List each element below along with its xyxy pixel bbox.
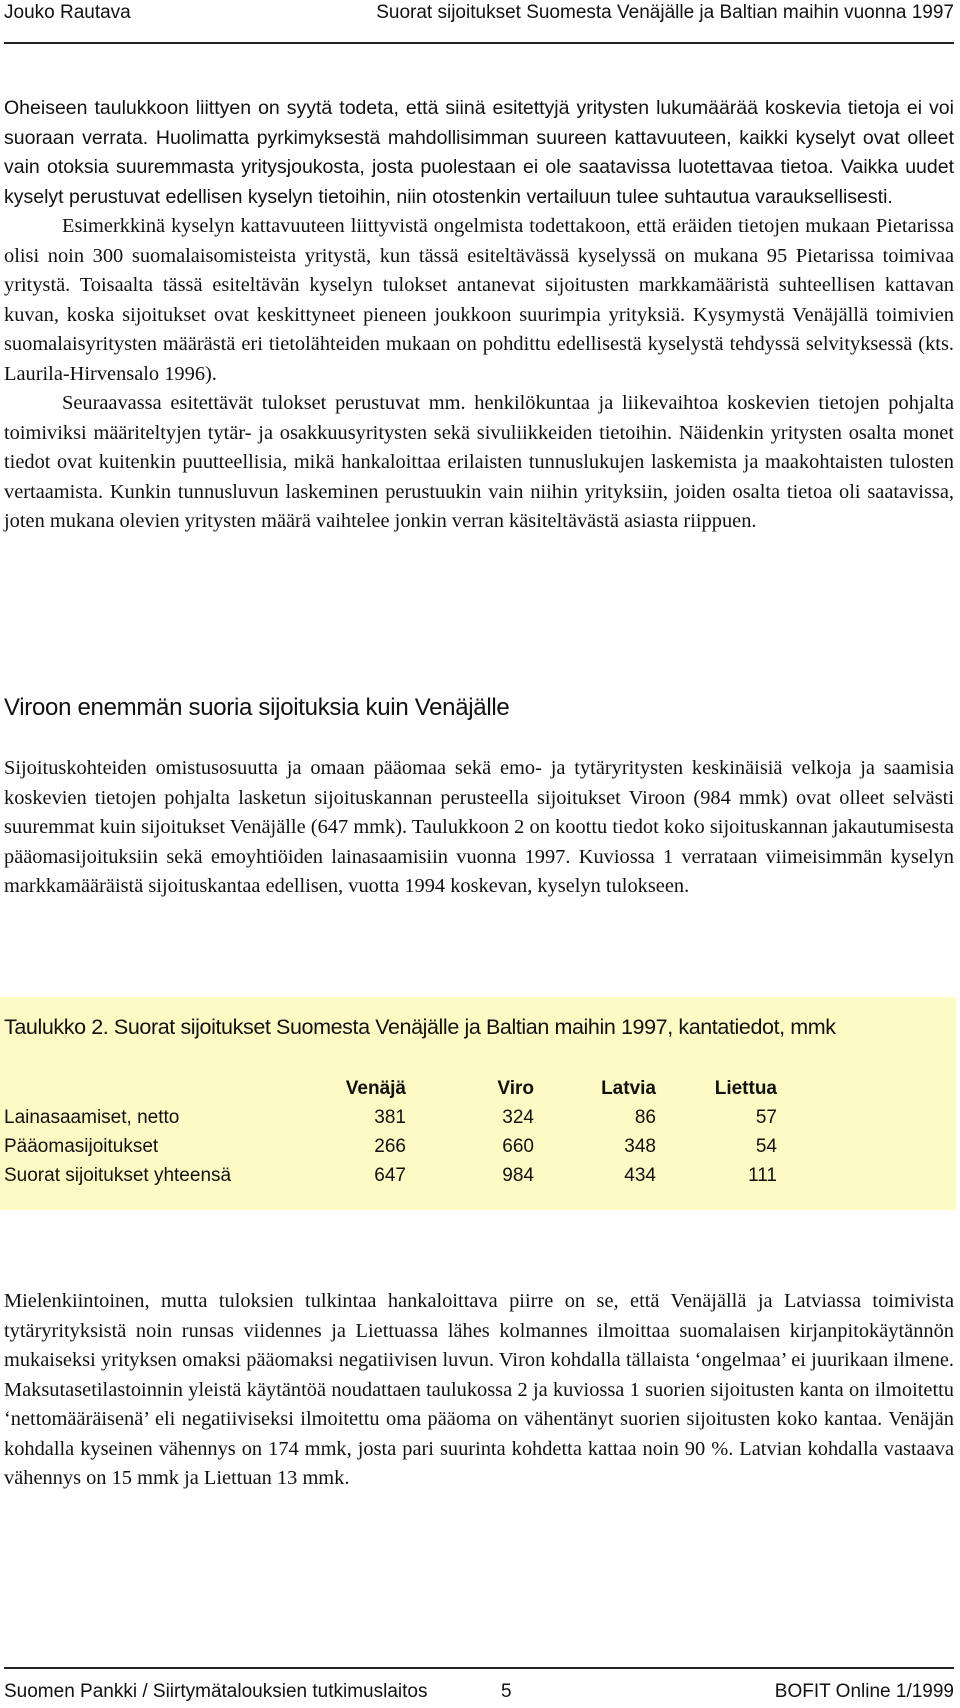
intro-paragraph-1: Oheiseen taulukkoon liittyen on syytä todeta, että siinä esitettyjä yritysten lukumäärää koskevia tietoja ei voi suoraan verrata. Huolimatta pyrkimyksestä mahdollisimman suureen kattavuuteen, kaikki kyselyt ovat olleet vain otoksia suuremmasta yritysjoukosta, josta puolestaan ei ole saatavissa luotettavaa tietoa. Vaikka uudet kyselyt perustuvat edellisen kyselyn tietoihin, niin otostenkin vertailuun tulee suhtautua varauksellisesti.: [4, 97, 954, 208]
section-body: [4, 754, 954, 902]
closing-paragraph-1: Mielenkiintoinen, mutta tuloksien tulkintaa hankaloittava piirre on se, että Venäjällä ja Latviassa toimivista tytäryrityksistä noin runsas viidennes ja Liettuassa lähes kolmannes ilmoittaa suomalaisen kirjanpitokäytännön mukaiseksi yrityksen omaksi pääomaksi negatiivisen luvun. Viron kohdalla tällaista ‘ongelmaa’ ei juurikaan ilmene. Maksutasetilastoinnin yleistä käytäntöä noudattaen taulukossa 2 ja kuviossa 1 suorien sijoitusten kanta on ilmoitettu ‘nettomääräisenä’ eli negatiiviseksi ilmoitettu oma pääoma on vähentänyt suorien sijoitusten koko kantaa. Venäjän kohdalla kyseinen vähennys on 174 mmk, josta pari suurinta kohdetta kattaa noin 90 %. Latvian kohdalla vastaava vähennys on 15 mmk ja Liettuan 13 mmk.: [4, 1290, 954, 1489]
table-title: Taulukko 2. Suorat sijoitukset Suomesta Venäjälle ja Baltian maihin 1997, kantatiedot, mmk: [4, 1015, 836, 1039]
table-row: [4, 1103, 777, 1132]
table-cell: 266: [374, 1135, 406, 1157]
header-author: Jouko Rautava: [4, 2, 131, 23]
section-paragraph-1: Sijoituskohteiden omistusosuutta ja omaan pääomaa sekä emo- ja tytäryritysten keskinäisiä velkoja ja saamisia koskevien tietojen pohjalta lasketun sijoituskannan perusteella sijoitukset Viroon (984 mmk) ovat olleet selvästi suuremmat kuin sijoitukset Venäjälle (647 mmk). Taulukkoon 2 on koottu tiedot koko sijoituskannan jakautumisesta pääomasijoituksiin sekä emoyhtiöiden lainasaamisiin vuonna 1997. Kuviossa 1 verrataan viimeisimmän kyselyn markkamääräistä sijoituskantaa edellisen, vuotta 1994 koskevan, kyselyn tulokseen.: [4, 757, 954, 897]
table-cell: 381: [374, 1106, 406, 1128]
table-cell: 660: [502, 1135, 534, 1157]
column-header: Latvia: [601, 1077, 656, 1099]
intro-paragraph-3: Seuraavassa esitettävät tulokset perustuvat mm. henkilökuntaa ja liikevaihtoa koskevien tietojen pohjalta toimiviksi määriteltyjen tytär- ja osakkuusyritysten sekä sivuliikkeiden tietoihin. Näidenkin yritysten osalta monet tiedot ovat kuitenkin puutteellisia, mikä hankaloittaa erilaisten tunnuslukujen laskemista ja maakohtaisten tulosten vertaamista. Kunkin tunnusluvun laskeminen perustuukin vain niihin yrityksiin, joiden osalta tietoa oli saatavissa, joten mukana olevien yritysten määrä vaihtelee jonkin verran käsiteltävästä asiasta riippuen.: [4, 392, 954, 532]
table-cell: 647: [374, 1164, 406, 1186]
table-cell: 984: [502, 1164, 534, 1186]
table-row: [4, 1161, 777, 1190]
table-cell: 86: [634, 1106, 656, 1128]
column-header: Venäjä: [345, 1077, 406, 1099]
intro-paragraph-2: Esimerkkinä kyselyn kattavuuteen liittyvistä ongelmista todettakoon, että eräiden tietojen mukaan Pietarissa olisi noin 300 suomalaisomisteista yritystä, kun tässä esiteltävässä kyselyssä on mukana 95 Pietarissa toimivaa yritystä. Toisaalta tässä esiteltävän kyselyn tulokset antanevat sijoitusten markkamääristä suhteellisen kattavan kuvan, koska sijoitukset ovat keskittyneet pieneen joukkoon suurimpia yrityksiä. Kysymystä Venäjällä toimivien suomalaisyritysten määrästä eri tietolähteiden mukaan on pohdittu edellisestä kyselystä tehdyssä selvityksessä (kts. Laurila-Hirvensalo 1996).: [4, 215, 954, 385]
footer-institution: Suomen Pankki / Siirtymätalouksien tutkimuslaitos: [4, 1681, 428, 1702]
table-row: [4, 1132, 777, 1161]
investment-table: [4, 1074, 777, 1190]
header-title: Suorat sijoitukset Suomesta Venäjälle ja Baltian maihin vuonna 1997: [376, 2, 954, 23]
table-panel: [0, 997, 956, 1210]
page-footer: [4, 1667, 954, 1707]
column-header: Liettua: [714, 1077, 777, 1099]
row-label: Lainasaamiset, netto: [4, 1106, 180, 1128]
column-header: [4, 1074, 294, 1103]
table-cell: 54: [755, 1135, 777, 1157]
row-label: Suorat sijoitukset yhteensä: [4, 1164, 232, 1186]
table-cell: 348: [624, 1135, 656, 1157]
closing-section: [4, 1287, 954, 1494]
footer-publication: BOFIT Online 1/1999: [774, 1681, 954, 1702]
page-header: [4, 2, 954, 44]
page-number: 5: [501, 1681, 512, 1702]
table-cell: 324: [502, 1106, 534, 1128]
table-cell: 57: [755, 1106, 777, 1128]
table-cell: 111: [748, 1164, 777, 1186]
intro-section: [4, 94, 954, 537]
section-heading: Viroon enemmän suoria sijoituksia kuin Venäjälle: [4, 694, 510, 721]
row-label: Pääomasijoitukset: [4, 1135, 159, 1157]
column-header: Viro: [497, 1077, 534, 1099]
table-cell: 434: [624, 1164, 656, 1186]
table-header-row: [4, 1074, 777, 1103]
